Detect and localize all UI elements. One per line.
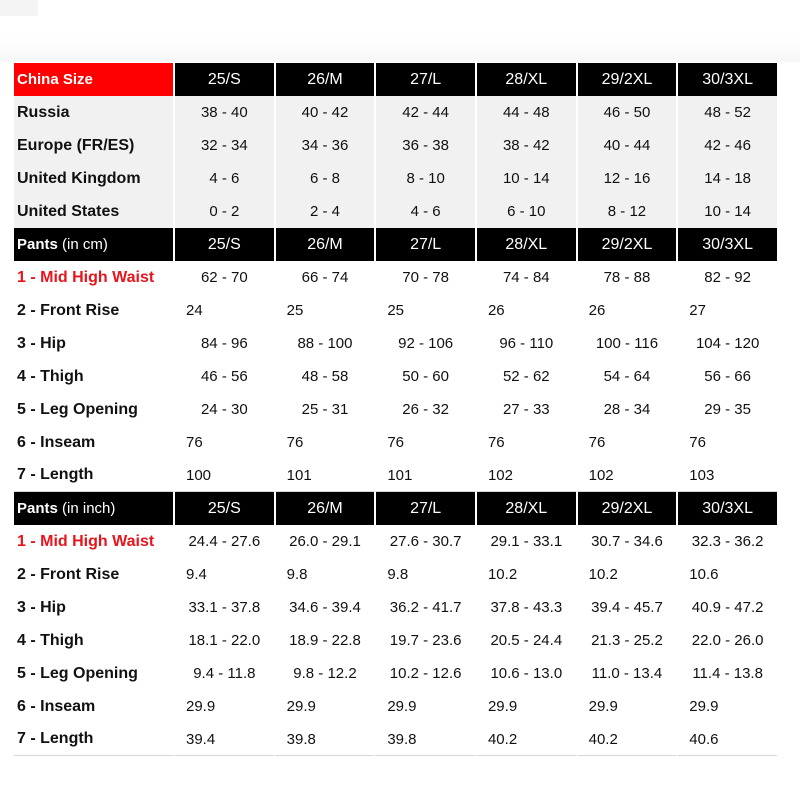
table-cell: 42 - 46	[676, 129, 777, 162]
table-cell: 84 - 96	[173, 327, 274, 360]
section-header-label	[14, 492, 173, 525]
china-size-header-row	[14, 63, 777, 96]
table-row	[14, 426, 777, 459]
table-cell: 104 - 120	[676, 327, 777, 360]
table-cell: 101	[274, 459, 375, 492]
table-cell: 11.0 - 13.4	[576, 657, 677, 690]
table-cell: 24.4 - 27.6	[173, 525, 274, 558]
table-cell: 10.6	[676, 558, 777, 591]
table-cell: 9.4 - 11.8	[173, 657, 274, 690]
table-cell: 27.6 - 30.7	[374, 525, 475, 558]
row-label: 7 - Length	[14, 723, 173, 756]
table-cell: 29 - 35	[676, 393, 777, 426]
table-cell: 6 - 10	[475, 195, 576, 228]
table-cell: 26.0 - 29.1	[274, 525, 375, 558]
table-cell: 29.9	[374, 690, 475, 723]
row-label: 6 - Inseam	[14, 426, 173, 459]
section-title: Pants	[17, 500, 58, 517]
table-cell: 76	[475, 426, 576, 459]
table-cell: 46 - 56	[173, 360, 274, 393]
table-cell: 92 - 106	[374, 327, 475, 360]
table-cell: 40.6	[676, 723, 777, 756]
table-cell: 48 - 58	[274, 360, 375, 393]
table-cell: 102	[576, 459, 677, 492]
table-cell: 29.1 - 33.1	[475, 525, 576, 558]
table-row	[14, 195, 777, 228]
row-label: 1 - Mid High Waist	[14, 261, 173, 294]
table-cell: 36 - 38	[374, 129, 475, 162]
table-cell: 76	[576, 426, 677, 459]
table-row	[14, 525, 777, 558]
table-cell: 62 - 70	[173, 261, 274, 294]
table-cell: 100	[173, 459, 274, 492]
table-cell: 39.8	[374, 723, 475, 756]
table-cell: 24 - 30	[173, 393, 274, 426]
row-label: 2 - Front Rise	[14, 558, 173, 591]
table-cell: 6 - 8	[274, 162, 375, 195]
table-cell: 38 - 40	[173, 96, 274, 129]
table-cell: 21.3 - 25.2	[576, 624, 677, 657]
row-label: 2 - Front Rise	[14, 294, 173, 327]
table-cell: 29.9	[475, 690, 576, 723]
table-cell: 103	[676, 459, 777, 492]
china-size-label: China Size	[14, 63, 173, 96]
table-cell: 4 - 6	[173, 162, 274, 195]
table-cell: 12 - 16	[576, 162, 677, 195]
size-header-cell: 29/2XL	[576, 228, 677, 261]
size-chart-body	[14, 63, 777, 756]
size-header-cell: 26/M	[274, 492, 375, 525]
table-cell: 9.8 - 12.2	[274, 657, 375, 690]
table-cell: 26	[475, 294, 576, 327]
table-cell: 38 - 42	[475, 129, 576, 162]
table-row	[14, 459, 777, 492]
size-header-cell: 30/3XL	[676, 63, 777, 96]
table-row	[14, 393, 777, 426]
table-row	[14, 591, 777, 624]
size-header-cell: 27/L	[374, 228, 475, 261]
size-header-cell: 28/XL	[475, 63, 576, 96]
table-row	[14, 723, 777, 756]
size-header-cell: 25/S	[173, 63, 274, 96]
table-cell: 9.8	[374, 558, 475, 591]
table-cell: 40.9 - 47.2	[676, 591, 777, 624]
table-cell: 40 - 42	[274, 96, 375, 129]
table-cell: 33.1 - 37.8	[173, 591, 274, 624]
table-cell: 26 - 32	[374, 393, 475, 426]
row-label: 3 - Hip	[14, 327, 173, 360]
table-cell: 18.1 - 22.0	[173, 624, 274, 657]
table-cell: 50 - 60	[374, 360, 475, 393]
table-cell: 8 - 12	[576, 195, 677, 228]
row-label: 6 - Inseam	[14, 690, 173, 723]
row-label: Europe (FR/ES)	[14, 129, 173, 162]
row-label: 5 - Leg Opening	[14, 657, 173, 690]
table-cell: 76	[676, 426, 777, 459]
table-cell: 10.6 - 13.0	[475, 657, 576, 690]
table-cell: 29.9	[576, 690, 677, 723]
size-header-cell: 27/L	[374, 63, 475, 96]
table-cell: 0 - 2	[173, 195, 274, 228]
row-label: 4 - Thigh	[14, 360, 173, 393]
table-cell: 10.2 - 12.6	[374, 657, 475, 690]
table-cell: 25 - 31	[274, 393, 375, 426]
pants-cm-header-row	[14, 228, 777, 261]
size-header-cell: 30/3XL	[676, 228, 777, 261]
table-cell: 46 - 50	[576, 96, 677, 129]
table-row	[14, 162, 777, 195]
table-row	[14, 327, 777, 360]
table-cell: 37.8 - 43.3	[475, 591, 576, 624]
table-cell: 96 - 110	[475, 327, 576, 360]
size-chart-table	[14, 63, 777, 756]
table-cell: 10 - 14	[475, 162, 576, 195]
pants-inch-header-row	[14, 492, 777, 525]
row-label: 3 - Hip	[14, 591, 173, 624]
table-cell: 52 - 62	[475, 360, 576, 393]
table-row	[14, 294, 777, 327]
table-cell: 27 - 33	[475, 393, 576, 426]
table-cell: 9.4	[173, 558, 274, 591]
table-cell: 78 - 88	[576, 261, 677, 294]
table-cell: 10 - 14	[676, 195, 777, 228]
section-title: Pants	[17, 236, 58, 253]
table-cell: 100 - 116	[576, 327, 677, 360]
size-header-cell: 26/M	[274, 228, 375, 261]
table-cell: 56 - 66	[676, 360, 777, 393]
table-cell: 10.2	[475, 558, 576, 591]
table-cell: 28 - 34	[576, 393, 677, 426]
table-row	[14, 261, 777, 294]
size-header-cell: 25/S	[173, 492, 274, 525]
row-label: United States	[14, 195, 173, 228]
size-header-cell: 29/2XL	[576, 63, 677, 96]
table-cell: 39.8	[274, 723, 375, 756]
table-cell: 29.9	[173, 690, 274, 723]
table-cell: 76	[374, 426, 475, 459]
table-cell: 25	[274, 294, 375, 327]
row-label: 4 - Thigh	[14, 624, 173, 657]
table-row	[14, 96, 777, 129]
size-header-cell: 26/M	[274, 63, 375, 96]
table-cell: 4 - 6	[374, 195, 475, 228]
row-label: Russia	[14, 96, 173, 129]
table-cell: 40 - 44	[576, 129, 677, 162]
table-cell: 88 - 100	[274, 327, 375, 360]
size-header-cell: 27/L	[374, 492, 475, 525]
table-cell: 42 - 44	[374, 96, 475, 129]
table-cell: 40.2	[576, 723, 677, 756]
table-cell: 27	[676, 294, 777, 327]
table-cell: 76	[274, 426, 375, 459]
row-label: 5 - Leg Opening	[14, 393, 173, 426]
table-cell: 44 - 48	[475, 96, 576, 129]
size-header-cell: 30/3XL	[676, 492, 777, 525]
table-cell: 34.6 - 39.4	[274, 591, 375, 624]
table-cell: 24	[173, 294, 274, 327]
table-row	[14, 360, 777, 393]
table-cell: 29.9	[274, 690, 375, 723]
table-cell: 14 - 18	[676, 162, 777, 195]
table-cell: 25	[374, 294, 475, 327]
table-cell: 19.7 - 23.6	[374, 624, 475, 657]
corner-tab	[0, 0, 38, 16]
table-cell: 11.4 - 13.8	[676, 657, 777, 690]
table-cell: 9.8	[274, 558, 375, 591]
table-cell: 39.4	[173, 723, 274, 756]
table-cell: 66 - 74	[274, 261, 375, 294]
table-cell: 26	[576, 294, 677, 327]
table-row	[14, 129, 777, 162]
table-cell: 29.9	[676, 690, 777, 723]
section-unit: (in cm)	[57, 236, 108, 253]
table-cell: 32 - 34	[173, 129, 274, 162]
table-row	[14, 657, 777, 690]
table-cell: 10.2	[576, 558, 677, 591]
table-cell: 20.5 - 24.4	[475, 624, 576, 657]
table-cell: 82 - 92	[676, 261, 777, 294]
table-row	[14, 624, 777, 657]
row-label: United Kingdom	[14, 162, 173, 195]
table-cell: 34 - 36	[274, 129, 375, 162]
table-cell: 18.9 - 22.8	[274, 624, 375, 657]
row-label: 1 - Mid High Waist	[14, 525, 173, 558]
size-header-cell: 25/S	[173, 228, 274, 261]
table-cell: 54 - 64	[576, 360, 677, 393]
table-cell: 8 - 10	[374, 162, 475, 195]
table-row	[14, 690, 777, 723]
table-cell: 39.4 - 45.7	[576, 591, 677, 624]
table-row	[14, 558, 777, 591]
section-header-label	[14, 228, 173, 261]
table-cell: 102	[475, 459, 576, 492]
size-header-cell: 28/XL	[475, 228, 576, 261]
table-cell: 2 - 4	[274, 195, 375, 228]
section-unit: (in inch)	[57, 500, 116, 517]
table-cell: 76	[173, 426, 274, 459]
table-cell: 30.7 - 34.6	[576, 525, 677, 558]
row-label: 7 - Length	[14, 459, 173, 492]
size-header-cell: 29/2XL	[576, 492, 677, 525]
table-cell: 74 - 84	[475, 261, 576, 294]
size-header-cell: 28/XL	[475, 492, 576, 525]
table-cell: 101	[374, 459, 475, 492]
top-band	[0, 38, 800, 62]
table-cell: 32.3 - 36.2	[676, 525, 777, 558]
table-cell: 36.2 - 41.7	[374, 591, 475, 624]
table-cell: 22.0 - 26.0	[676, 624, 777, 657]
table-cell: 70 - 78	[374, 261, 475, 294]
table-cell: 48 - 52	[676, 96, 777, 129]
table-cell: 40.2	[475, 723, 576, 756]
